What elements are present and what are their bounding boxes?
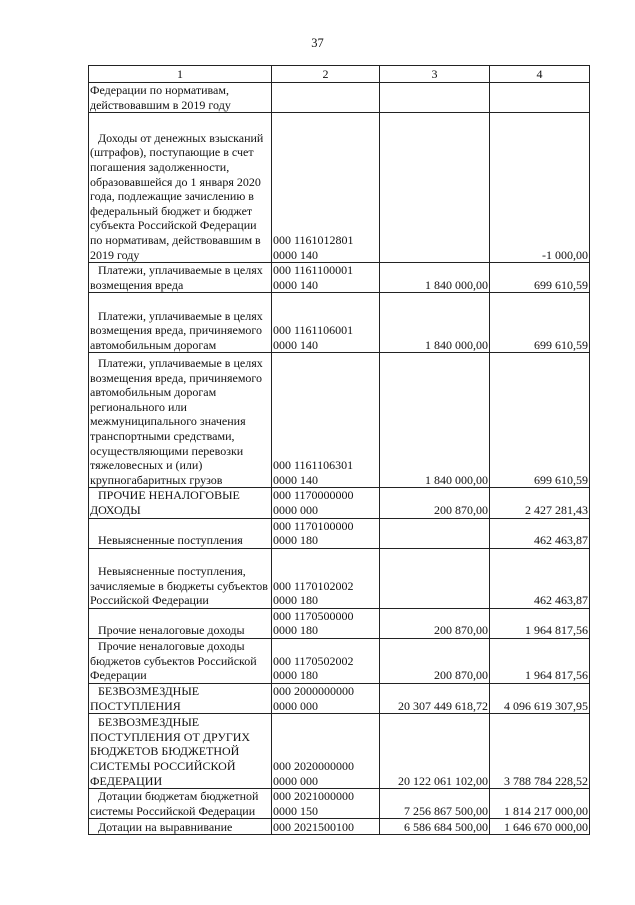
row-name: ПРОЧИЕ НЕНАЛОГОВЫЕ ДОХОДЫ: [89, 488, 272, 518]
row-name: Федерации по нормативам, действовавшим в 2019 году: [89, 83, 272, 113]
row-fact: 462 463,87: [490, 548, 590, 608]
table-row: [89, 714, 590, 789]
table-row: [89, 83, 590, 113]
row-name: Платежи, уплачиваемые в целях возмещения вреда: [89, 263, 272, 293]
table-row: [89, 293, 590, 353]
table-row: [89, 263, 590, 293]
table-row: [89, 789, 590, 819]
row-code: 000 1170000000 0000 000: [272, 488, 380, 518]
row-plan: 20 122 061 102,00: [380, 714, 490, 789]
row-name: Платежи, уплачиваемые в целях возмещения вреда, причиняемого автомобильным дорогам: [89, 293, 272, 353]
table-row: [89, 608, 590, 638]
column-header-4: 4: [490, 66, 590, 83]
row-plan: [380, 518, 490, 548]
row-plan: 1 840 000,00: [380, 353, 490, 488]
row-name: Платежи, уплачиваемые в целях возмещения вреда, причиняемого автомобильным дорогам регионального или межмуниципального значения транспортными средствами, осуществляющими перевозки тяжеловесных и (или) крупногабаритных грузов: [89, 353, 272, 488]
row-plan: 6 586 684 500,00: [380, 819, 490, 835]
row-name: Доходы от денежных взысканий (штрафов), поступающие в счет погашения задолженности, образовавшейся до 1 января 2020 года, подлежащие зачислению в федеральный бюджет и бюджет субъекта Российской Федерации по нормативам, действовавшим в 2019 году: [89, 113, 272, 263]
row-name: БЕЗВОЗМЕЗДНЫЕ ПОСТУПЛЕНИЯ: [89, 683, 272, 713]
row-fact: -1 000,00: [490, 113, 590, 263]
row-plan: 200 870,00: [380, 488, 490, 518]
row-code: 000 1161106001 0000 140: [272, 293, 380, 353]
table-row: [89, 548, 590, 608]
table-row: [89, 518, 590, 548]
row-code: 000 1170102002 0000 180: [272, 548, 380, 608]
row-plan: [380, 83, 490, 113]
row-code: 000 1161012801 0000 140: [272, 113, 380, 263]
row-plan: 200 870,00: [380, 608, 490, 638]
row-code: 000 2021500100: [272, 819, 380, 835]
row-name: Невыясненные поступления, зачисляемые в бюджеты субъектов Российской Федерации: [89, 548, 272, 608]
row-name: Дотации бюджетам бюджетной системы Российской Федерации: [89, 789, 272, 819]
table-row: [89, 683, 590, 713]
row-code: 000 1161106301 0000 140: [272, 353, 380, 488]
row-name: Прочие неналоговые доходы: [89, 608, 272, 638]
row-code: 000 2000000000 0000 000: [272, 683, 380, 713]
row-name: БЕЗВОЗМЕЗДНЫЕ ПОСТУПЛЕНИЯ ОТ ДРУГИХ БЮДЖЕТОВ БЮДЖЕТНОЙ СИСТЕМЫ РОССИЙСКОЙ ФЕДЕРАЦИИ: [89, 714, 272, 789]
row-plan: 20 307 449 618,72: [380, 683, 490, 713]
row-fact: 699 610,59: [490, 353, 590, 488]
row-code: 000 1170500000 0000 180: [272, 608, 380, 638]
budget-revenue-table: [88, 65, 590, 835]
row-plan: [380, 113, 490, 263]
row-fact: 699 610,59: [490, 263, 590, 293]
row-fact: 4 096 619 307,95: [490, 683, 590, 713]
row-code: 000 1170100000 0000 180: [272, 518, 380, 548]
row-fact: 462 463,87: [490, 518, 590, 548]
table-row: [89, 488, 590, 518]
row-code: [272, 83, 380, 113]
row-code: 000 1170502002 0000 180: [272, 638, 380, 683]
table-row: [89, 819, 590, 835]
row-fact: 3 788 784 228,52: [490, 714, 590, 789]
table-row: [89, 638, 590, 683]
table-row: [89, 113, 590, 263]
row-name: Невыясненные поступления: [89, 518, 272, 548]
row-fact: 2 427 281,43: [490, 488, 590, 518]
row-fact: 1 964 817,56: [490, 638, 590, 683]
row-plan: [380, 548, 490, 608]
page-number: 37: [311, 36, 324, 50]
row-plan: 1 840 000,00: [380, 263, 490, 293]
row-plan: 200 870,00: [380, 638, 490, 683]
row-code: 000 2020000000 0000 000: [272, 714, 380, 789]
row-fact: [490, 83, 590, 113]
row-fact: 699 610,59: [490, 293, 590, 353]
row-name: Прочие неналоговые доходы бюджетов субъектов Российской Федерации: [89, 638, 272, 683]
column-header-3: 3: [380, 66, 490, 83]
column-header-2: 2: [272, 66, 380, 83]
row-code: 000 1161100001 0000 140: [272, 263, 380, 293]
row-code: 000 2021000000 0000 150: [272, 789, 380, 819]
row-fact: 1 646 670 000,00: [490, 819, 590, 835]
row-plan: 1 840 000,00: [380, 293, 490, 353]
table-header-row: [89, 66, 590, 83]
table-row: [89, 353, 590, 488]
row-plan: 7 256 867 500,00: [380, 789, 490, 819]
row-name: Дотации на выравнивание: [89, 819, 272, 835]
row-fact: 1 964 817,56: [490, 608, 590, 638]
row-fact: 1 814 217 000,00: [490, 789, 590, 819]
column-header-1: 1: [89, 66, 272, 83]
